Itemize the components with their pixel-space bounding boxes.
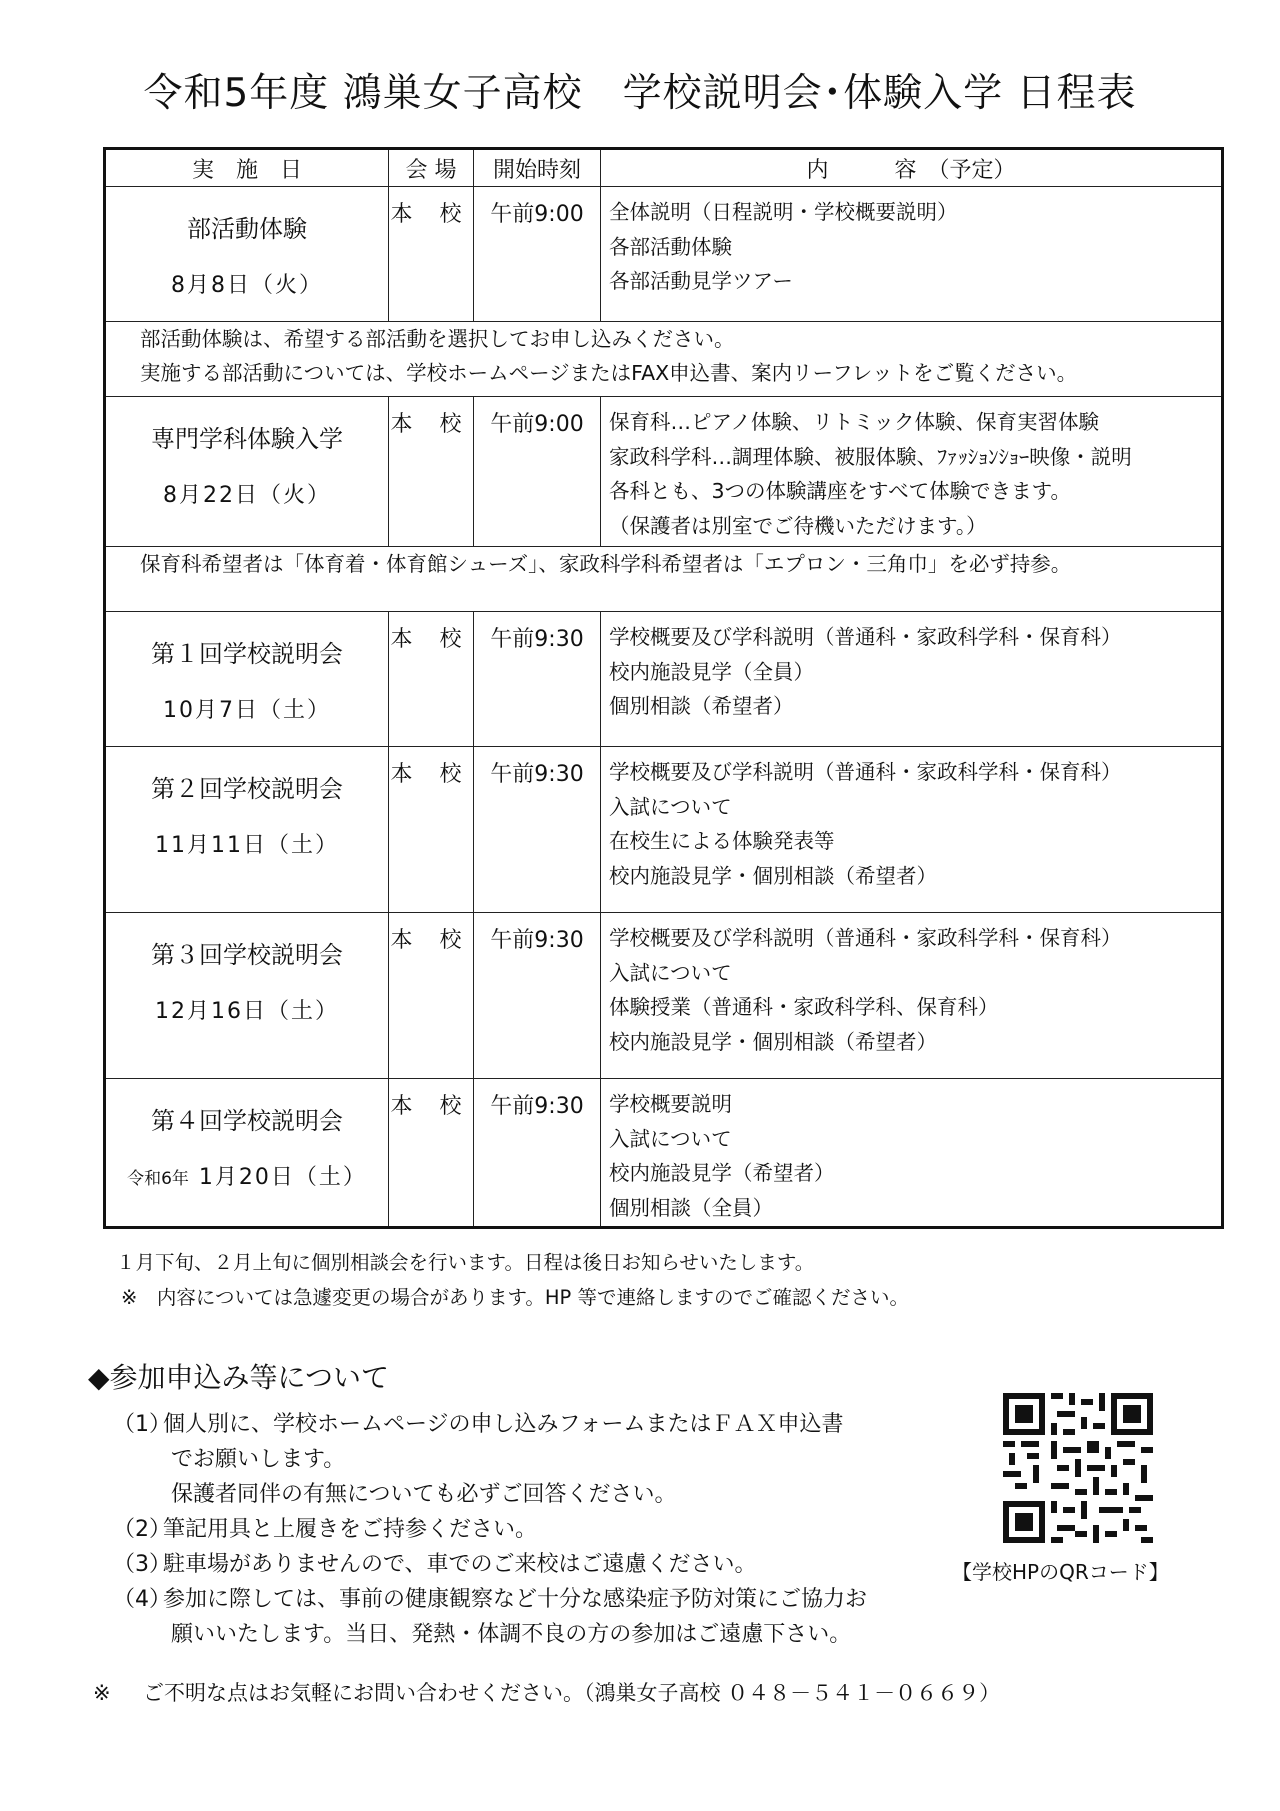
event-venue: 本 校 bbox=[390, 928, 472, 953]
event-item: 学校概要及び学科説明（普通科・家政科学科・保育科） bbox=[609, 926, 1122, 950]
event-date: 1月20日（土） bbox=[198, 1165, 367, 1190]
event-date-prefix: 令和6年 bbox=[127, 1169, 189, 1189]
event-item: 校内施設見学（全員） bbox=[609, 659, 814, 684]
list-item bbox=[113, 1407, 867, 1442]
table-row bbox=[105, 913, 1223, 1079]
event-item: 校内施設見学（希望者） bbox=[609, 1161, 835, 1185]
event-item: 個別相談（全員） bbox=[609, 1195, 773, 1220]
event-time: 午前9:30 bbox=[490, 627, 584, 652]
event-name: 第４回学校説明会 bbox=[151, 1107, 343, 1135]
list-item-continuation: 保護者同伴の有無についても必ずご回答ください。 bbox=[171, 1482, 677, 1507]
list-text: 個人別に、学校ホームページの申し込みフォームまたはＦＡＸ申込書 bbox=[163, 1412, 844, 1437]
event-date: 10月7日（土） bbox=[163, 698, 331, 723]
table-header-row bbox=[105, 149, 1223, 187]
note-row bbox=[105, 322, 1223, 397]
event-item: 個別相談（希望者） bbox=[609, 694, 794, 718]
list-text: 駐車場がありませんので、車でのご来校はご遠慮ください。 bbox=[163, 1552, 757, 1577]
event-item: 各部活動体験 bbox=[609, 234, 732, 259]
event-venue: 本 校 bbox=[390, 1094, 472, 1119]
event-venue: 本 校 bbox=[390, 762, 472, 787]
header-date: 実 施 日 bbox=[105, 149, 389, 187]
page-title: 令和5年度 鴻巣女子高校 学校説明会･体験入学 日程表 bbox=[143, 71, 1137, 116]
event-item: 入試について bbox=[609, 794, 732, 819]
contact-text: ご不明な点はお気軽にお問い合わせください。（鴻巣女子高校 ０４８－５４１－０６６９） bbox=[143, 1681, 1001, 1705]
list-item bbox=[113, 1582, 867, 1617]
header-venue: 会 場 bbox=[389, 149, 474, 187]
event-date: 11月11日（土） bbox=[155, 833, 339, 858]
list-text: 参加に際しては、事前の健康観察など十分な感染症予防対策にご協力お bbox=[163, 1587, 868, 1612]
event-venue: 本 校 bbox=[390, 202, 472, 227]
list-item bbox=[113, 1512, 867, 1547]
specialty-note: 保育科希望者は「体育着・体育館シューズ」、家政科学科希望者は「エプロン・三角巾」を必ず持参。 bbox=[140, 552, 1072, 576]
application-list bbox=[113, 1407, 867, 1652]
list-text: 筆記用具と上履きをご持参ください。 bbox=[163, 1517, 538, 1542]
qr-code-icon[interactable] bbox=[1003, 1393, 1153, 1543]
schedule-table bbox=[103, 147, 1224, 1229]
header-time: 開始時刻 bbox=[474, 149, 601, 187]
event-time: 午前9:30 bbox=[490, 762, 584, 787]
header-content: 内 容 （予定） bbox=[601, 149, 1223, 187]
table-row bbox=[105, 397, 1223, 547]
event-item: 各部活動見学ツアー bbox=[609, 269, 793, 293]
event-item: 保育科…ピアノ体験、リトミック体験、保育実習体験 bbox=[609, 410, 1099, 434]
list-number: （1） bbox=[113, 1412, 171, 1437]
table-row bbox=[105, 747, 1223, 913]
event-item: 家政科学科…調理体験、被服体験、ﾌｧｯｼｮﾝｼｮｰ映像・説明 bbox=[609, 444, 1132, 469]
event-venue: 本 校 bbox=[390, 627, 472, 652]
event-name: 専門学科体験入学 bbox=[151, 425, 343, 453]
event-time: 午前9:30 bbox=[490, 1094, 584, 1119]
event-item: 学校概要説明 bbox=[609, 1092, 732, 1116]
event-item: 校内施設見学・個別相談（希望者） bbox=[609, 863, 937, 888]
table-row bbox=[105, 187, 1223, 322]
application-heading: ◆参加申込み等について bbox=[88, 1361, 389, 1394]
club-note: 実施する部活動については、学校ホームページまたはFAX申込書、案内リーフレットをご覧ください。 bbox=[140, 361, 1078, 385]
event-item: 全体説明（日程説明・学校概要説明） bbox=[609, 200, 958, 224]
event-date: 8月22日（火） bbox=[163, 483, 331, 508]
list-item bbox=[113, 1547, 867, 1582]
event-item: 学校概要及び学科説明（普通科・家政科学科・保育科） bbox=[609, 760, 1122, 784]
list-item-continuation: でお願いします。 bbox=[171, 1447, 346, 1472]
event-name: 部活動体験 bbox=[187, 215, 307, 243]
event-item: 在校生による体験発表等 bbox=[609, 829, 835, 853]
event-name: 第３回学校説明会 bbox=[151, 941, 343, 969]
event-date: 12月16日（土） bbox=[155, 999, 339, 1024]
note-row bbox=[105, 547, 1223, 612]
event-date-wrap bbox=[106, 1160, 388, 1191]
list-number: （3） bbox=[113, 1552, 171, 1577]
event-date: 8月8日（火） bbox=[171, 273, 323, 298]
event-item: （保護者は別室でご待機いただけます。） bbox=[609, 513, 987, 538]
event-time: 午前9:00 bbox=[490, 202, 584, 227]
contact-mark: ※ bbox=[93, 1681, 111, 1705]
event-venue: 本 校 bbox=[390, 412, 472, 437]
table-row bbox=[105, 1079, 1223, 1228]
event-item: 学校概要及び学科説明（普通科・家政科学科・保育科） bbox=[609, 625, 1122, 649]
footnote-consultation: １月下旬、２月上旬に個別相談会を行います。日程は後日お知らせいたします。 bbox=[116, 1251, 815, 1274]
event-item: 入試について bbox=[609, 960, 732, 985]
event-name: 第１回学校説明会 bbox=[151, 640, 343, 668]
event-name: 第２回学校説明会 bbox=[151, 775, 343, 803]
event-item: 体験授業（普通科・家政科学科、保育科） bbox=[609, 995, 999, 1019]
event-time: 午前9:00 bbox=[490, 412, 584, 437]
contact-line bbox=[93, 1677, 1000, 1707]
list-item-continuation: 願いいたします。当日、発熱・体調不良の方の参加はご遠慮下さい。 bbox=[171, 1622, 852, 1647]
list-number: （4） bbox=[113, 1587, 171, 1612]
event-item: 入試について bbox=[609, 1126, 732, 1151]
qr-caption: 【学校HPのQRコード】 bbox=[952, 1560, 1169, 1584]
list-number: （2） bbox=[113, 1517, 171, 1542]
footnote-change-notice: ※ 内容については急遽変更の場合があります。HP 等で連絡しますのでご確認ください。 bbox=[121, 1286, 910, 1309]
table-row bbox=[105, 612, 1223, 747]
event-time: 午前9:30 bbox=[490, 928, 584, 953]
event-item: 校内施設見学・個別相談（希望者） bbox=[609, 1029, 937, 1054]
event-item: 各科とも、3つの体験講座をすべて体験できます。 bbox=[609, 479, 1071, 503]
club-note: 部活動体験は、希望する部活動を選択してお申し込みください。 bbox=[140, 327, 735, 351]
